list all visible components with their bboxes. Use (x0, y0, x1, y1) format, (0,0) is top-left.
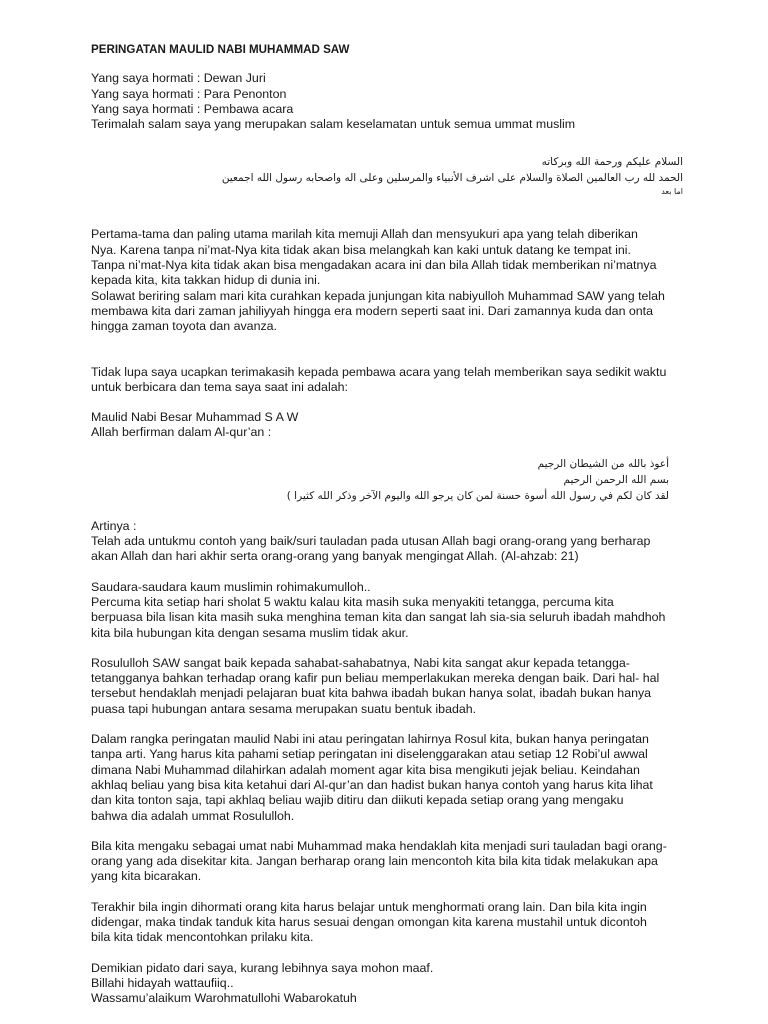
paragraph-rosululloh: Rosululloh SAW sangat baik kepada sahabat-sahabatnya, Nabi kita sangat akur kepada tetangga- tetangganya bahkan terhadap orang kafir pun beliau memperlakukan mereka dengan baik. Dari hal- hal tersebut hendaklah menjadi pelajaran buat kita bahwa ibadah bukan hanya solat, ibadah bukan hanya puasa tapi hubungan antara sesama merupakan suatu bentuk ibadah. (91, 655, 660, 716)
speech-text (91, 42, 691, 1006)
paragraph-thanks: Tidak lupa saya ucapkan terimakasih kepada pembawa acara yang telah memberikan saya sedikit waktu untuk berbicara dan tema saya saat ini adalah: (91, 364, 667, 394)
greeting-line: Terimalah salam saya yang merupakan salam keselamatan untuk semua ummat muslim (91, 117, 576, 132)
greeting-line: Yang saya hormati : Pembawa acara (91, 101, 294, 116)
paragraph-maulid: Dalam rangka peringatan maulid Nabi ini atau peringatan lahirnya Rosul kita, bukan hanya peringatan tanpa arti. Yang harus kita pahami setiap peringatan ini diselenggarakan atau setiap 12 Robi’ul awwal dimana Nabi Muhammad dilahirkan adalah moment agar kita bisa mengikuti jejak beliau. Keindahan akhlaq beliau yang bisa kita ketahui dari Al-qur’an dan hadist bukan hanya contoh yang harus kita lihat dan kita tonton saja, tapi akhlaq beliau wajib ditiru dan diikuti kepada setiap orang yang mengaku bahwa dia adalah ummat Rosululloh. (91, 732, 653, 823)
verse-translation: Artinya : Telah ada untukmu contoh yang baik/suri tauladan pada utusan Allah bagi orang-orang yang berharap akan Allah dan hari akhir serta orang-orang yang banyak mengingat Allah. (Al-ahzab: 21) (91, 518, 651, 564)
arabic-salam: السلام عليكم ورحمة الله وبركاته (541, 156, 683, 169)
arabic-amma-badu: اما بعد (661, 187, 683, 197)
arabic-hamdalah: الحمد لله رب العالمين الصلاة والسلام على اشرف الأنبياء والمرسلين وعلى اله واصحابه رسول الله اجمعين (221, 172, 683, 185)
paragraph-opening: Pertama-tama dan paling utama marilah kita memuji Allah dan mensyukuri apa yang telah diberikan Nya. Karena tanpa ni’mat-Nya kita tidak akan bisa melangkah kan kaki untuk datang ke tempat ini. Tanpa ni’mat-Nya kita tidak akan bisa mengadakan acara ini dan bila Allah tidak memberikan ni’matnya kepada kita, kita takkan hidup di dunia ini. Solawat beriring salam mari kita curahkan kepada junjungan kita nabiyulloh Muhammad SAW yang telah membawa kita dari zaman jahiliyyah hingga era modern seperti saat ini. Dari zamannya kuda dan onta hingga zaman toyota dan avanza. (91, 227, 665, 334)
paragraph-muslimin: Saudara-saudara kaum muslimin rohimakumulloh.. Percuma kita setiap hari sholat 5 waktu kalau kita masih suka menyakiti tetangga, percuma kita berpuasa bila lisan kita masih suka menghina teman kita dan sangat lah sia-sia seluruh ibadah mahdhoh kita bila hubungan kita dengan sesama muslim tidak akur. (91, 579, 666, 640)
arabic-verse: لقد كان لكم في رسول الله أسوة حسنة لمن كان يرجو الله واليوم الآخر وذكر الله كثيرا ) (286, 489, 669, 502)
firman-intro: Allah berfirman dalam Al-qur’an : (91, 425, 272, 440)
arabic-quran-block (91, 456, 677, 504)
page-title: PERINGATAN MAULID NABI MUHAMMAD SAW (91, 43, 350, 56)
greeting-line: Yang saya hormati : Dewan Juri (91, 71, 266, 86)
greeting-line: Yang saya hormati : Para Penonton (91, 86, 287, 101)
arabic-opening-block (91, 154, 691, 197)
arabic-taawudz: أعوذ بالله من الشيطان الرجيم (537, 457, 669, 470)
closing-block: Demikian pidato dari saya, kurang lebihnya saya mohon maaf. Billahi hidayah wattaufiiq.. Wassamu’alaikum Warohmatullohi Wabarokatuh (91, 960, 434, 1006)
speech-theme: Maulid Nabi Besar Muhammad S A W (91, 410, 299, 425)
arabic-basmalah: بسم الله الرحمن الرحيم (563, 473, 669, 486)
greetings-block (91, 71, 691, 132)
paragraph-tauladan: Bila kita mengaku sebagai umat nabi Muhammad maka hendaklah kita menjadi suri tauladan bagi orang- orang yang ada disekitar kita. Jangan berharap orang lain mencontoh kita bila kita tidak melakukan apa yang kita bicarakan. (91, 838, 667, 884)
paragraph-terakhir: Terakhir bila ingin dihormati orang kita harus belajar untuk menghormati orang lain. Dan bila kita ingin didengar, maka tindak tanduk kita harus sesuai dengan omongan kita karena mustahil untuk dicontoh bila kita tidak mencontohkan prilaku kita. (91, 899, 647, 945)
